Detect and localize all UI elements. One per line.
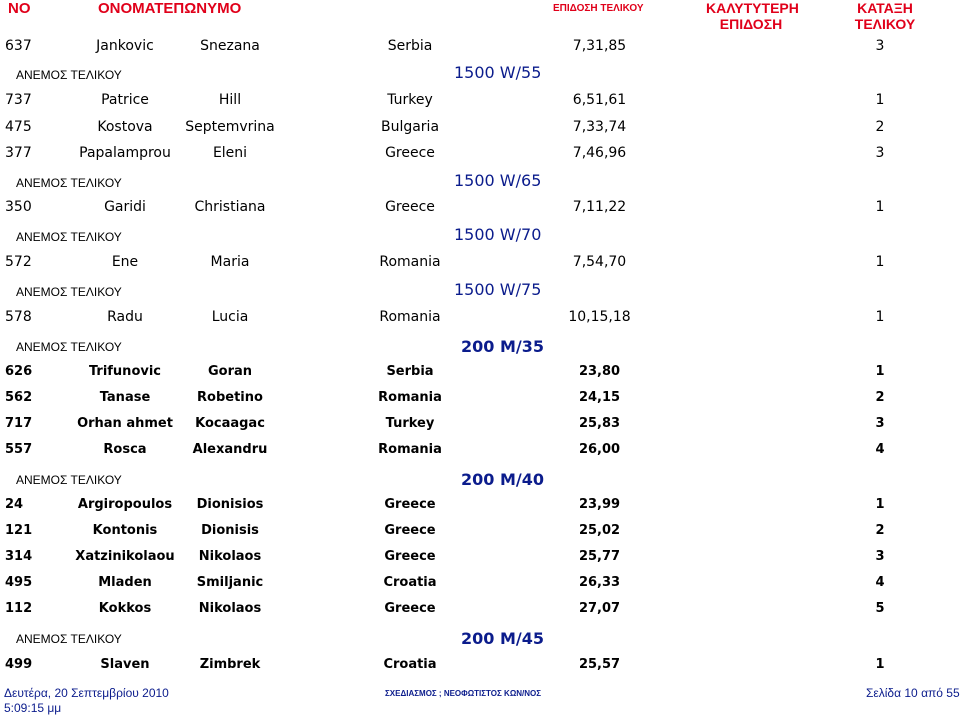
athlete-surname: Argiropoulos bbox=[77, 497, 173, 512]
athlete-surname: Garidi bbox=[104, 199, 146, 215]
wind-label: ΑΝΕΜΟΣ ΤΕΛΙΚΟΥ bbox=[16, 340, 122, 354]
athlete-number: 112 bbox=[5, 601, 33, 616]
athlete-performance: 25,57 bbox=[578, 657, 621, 672]
event-header bbox=[0, 170, 960, 194]
athlete-rank: 1 bbox=[875, 254, 885, 270]
header-best-performance bbox=[706, 0, 799, 32]
athlete-rank: 2 bbox=[875, 390, 885, 405]
athlete-first-name: Alexandru bbox=[192, 442, 268, 457]
athlete-performance: 25,83 bbox=[578, 416, 621, 431]
athlete-surname: Trifunovic bbox=[88, 364, 162, 379]
athlete-number: 717 bbox=[5, 416, 33, 431]
athlete-country: Greece bbox=[384, 549, 436, 564]
athlete-rank: 4 bbox=[875, 442, 885, 457]
athlete-country: Greece bbox=[385, 145, 435, 161]
result-row bbox=[0, 116, 960, 138]
athlete-surname: Papalamprou bbox=[79, 145, 171, 161]
athlete-performance: 27,07 bbox=[578, 601, 621, 616]
athlete-number: 377 bbox=[5, 145, 32, 161]
athlete-country: Turkey bbox=[385, 416, 435, 431]
athlete-country: Romania bbox=[379, 309, 441, 325]
athlete-number: 637 bbox=[5, 38, 32, 54]
result-row bbox=[0, 251, 960, 273]
athlete-first-name: Maria bbox=[210, 254, 250, 270]
header-best-line1: ΚΑΛΥΤΥΤΕΡΗ bbox=[706, 0, 799, 16]
athlete-performance: 23,80 bbox=[578, 364, 621, 379]
header-rank-line2: ΤΕΛΙΚΟΥ bbox=[854, 16, 916, 32]
athlete-first-name: Christiana bbox=[194, 199, 266, 215]
athlete-rank: 4 bbox=[875, 575, 885, 590]
athlete-rank: 3 bbox=[875, 416, 885, 431]
result-row bbox=[0, 439, 960, 461]
athlete-first-name: Eleni bbox=[212, 145, 248, 161]
event-header bbox=[0, 626, 960, 650]
athlete-rank: 5 bbox=[875, 601, 885, 616]
athlete-performance: 7,46,96 bbox=[572, 145, 627, 161]
athlete-first-name: Robetino bbox=[197, 390, 263, 405]
athlete-country: Bulgaria bbox=[380, 119, 440, 135]
athlete-number: 314 bbox=[5, 549, 33, 564]
athlete-rank: 2 bbox=[875, 119, 885, 135]
athlete-country: Romania bbox=[378, 390, 442, 405]
athlete-number: 495 bbox=[5, 575, 33, 590]
athlete-number: 562 bbox=[5, 390, 33, 405]
header-final-rank bbox=[853, 0, 917, 32]
event-title: 200 M/35 bbox=[461, 337, 544, 356]
athlete-first-name: Lucia bbox=[211, 309, 249, 325]
athlete-surname: Radu bbox=[107, 309, 143, 325]
athlete-performance: 26,00 bbox=[578, 442, 621, 457]
athlete-rank: 2 bbox=[875, 523, 885, 538]
athlete-performance: 7,33,74 bbox=[572, 119, 627, 135]
result-row bbox=[0, 572, 960, 594]
result-row bbox=[0, 413, 960, 435]
athlete-rank: 3 bbox=[875, 549, 885, 564]
athlete-number: 557 bbox=[5, 442, 33, 457]
wind-label: ΑΝΕΜΟΣ ΤΕΛΙΚΟΥ bbox=[16, 285, 122, 299]
athlete-first-name: Hill bbox=[218, 92, 242, 108]
footer-time: 5:09:15 μμ bbox=[4, 701, 62, 715]
result-row bbox=[0, 520, 960, 542]
athlete-surname: Slaven bbox=[100, 657, 150, 672]
event-header bbox=[0, 279, 960, 303]
athlete-rank: 1 bbox=[875, 199, 885, 215]
athlete-first-name: Goran bbox=[207, 364, 253, 379]
event-header bbox=[0, 62, 960, 86]
athlete-country: Romania bbox=[378, 442, 442, 457]
athlete-number: 578 bbox=[5, 309, 32, 325]
footer-design-credit: ΣΧΕΔΙΑΣΜΟΣ ; ΝΕΟΦΩΤΙΣΤΟΣ ΚΩΝ/ΝΟΣ bbox=[385, 689, 542, 698]
athlete-first-name: Septemvrina bbox=[185, 119, 275, 135]
athlete-first-name: Nikolaos bbox=[198, 549, 262, 564]
athlete-country: Romania bbox=[379, 254, 441, 270]
athlete-rank: 1 bbox=[875, 497, 885, 512]
wind-label: ΑΝΕΜΟΣ ΤΕΛΙΚΟΥ bbox=[16, 68, 122, 82]
result-row bbox=[0, 598, 960, 620]
athlete-performance: 24,15 bbox=[578, 390, 621, 405]
athlete-performance: 25,77 bbox=[578, 549, 621, 564]
athlete-country: Croatia bbox=[383, 575, 437, 590]
athlete-first-name: Nikolaos bbox=[198, 601, 262, 616]
athlete-rank: 1 bbox=[875, 657, 885, 672]
athlete-surname: Kontonis bbox=[92, 523, 158, 538]
athlete-country: Serbia bbox=[387, 38, 433, 54]
athlete-number: 24 bbox=[5, 497, 24, 512]
athlete-first-name: Snezana bbox=[200, 38, 260, 54]
wind-label: ΑΝΕΜΟΣ ΤΕΛΙΚΟΥ bbox=[16, 473, 122, 487]
athlete-rank: 1 bbox=[875, 364, 885, 379]
result-row bbox=[0, 494, 960, 516]
athlete-first-name: Zimbrek bbox=[199, 657, 261, 672]
athlete-surname: Ene bbox=[111, 254, 139, 270]
event-header bbox=[0, 334, 960, 358]
athlete-performance: 10,15,18 bbox=[568, 309, 631, 325]
event-title: 200 M/45 bbox=[461, 629, 544, 648]
athlete-number: 626 bbox=[5, 364, 33, 379]
athlete-country: Greece bbox=[385, 199, 435, 215]
athlete-performance: 25,02 bbox=[578, 523, 621, 538]
athlete-first-name: Dionisis bbox=[201, 523, 259, 538]
result-row bbox=[0, 546, 960, 568]
athlete-surname: Tanase bbox=[99, 390, 151, 405]
athlete-surname: Rosca bbox=[103, 442, 147, 457]
athlete-first-name: Kocaagac bbox=[195, 416, 265, 431]
athlete-first-name: Smiljanic bbox=[196, 575, 264, 590]
header-best-line2: ΕΠΙΔΟΣΗ bbox=[719, 16, 783, 32]
athlete-country: Serbia bbox=[386, 364, 434, 379]
header-rank-line1: ΚΑΤΑΞΗ bbox=[857, 0, 913, 16]
athlete-country: Greece bbox=[384, 601, 436, 616]
result-row bbox=[0, 89, 960, 111]
athlete-country: Greece bbox=[384, 523, 436, 538]
athlete-rank: 1 bbox=[875, 92, 885, 108]
athlete-number: 121 bbox=[5, 523, 33, 538]
header-no: NO bbox=[8, 0, 31, 17]
athlete-performance: 7,31,85 bbox=[572, 38, 627, 54]
athlete-number: 475 bbox=[5, 119, 32, 135]
event-title: 200 M/40 bbox=[461, 470, 544, 489]
athlete-number: 499 bbox=[5, 657, 33, 672]
event-title: 1500 W/55 bbox=[454, 63, 542, 82]
athlete-number: 737 bbox=[5, 92, 32, 108]
athlete-surname: Kostova bbox=[97, 119, 153, 135]
result-row bbox=[0, 35, 960, 57]
athlete-surname: Jankovic bbox=[96, 38, 154, 54]
event-title: 1500 W/75 bbox=[454, 280, 542, 299]
result-row bbox=[0, 387, 960, 409]
event-title: 1500 W/70 bbox=[454, 225, 542, 244]
header-final-performance: ΕΠΙΔΟΣΗ ΤΕΛΙΚΟΥ bbox=[553, 3, 644, 14]
athlete-country: Greece bbox=[384, 497, 436, 512]
event-header bbox=[0, 467, 960, 491]
athlete-performance: 6,51,61 bbox=[572, 92, 627, 108]
athlete-performance: 23,99 bbox=[578, 497, 621, 512]
athlete-country: Croatia bbox=[383, 657, 437, 672]
footer-page-number: Σελίδα 10 από 55 bbox=[866, 686, 960, 700]
athlete-first-name: Dionisios bbox=[196, 497, 264, 512]
athlete-country: Turkey bbox=[387, 92, 433, 108]
athlete-performance: 7,54,70 bbox=[572, 254, 627, 270]
header-name: ΟΝΟΜΑΤΕΠΩΝΥΜΟ bbox=[98, 0, 242, 17]
result-row bbox=[0, 142, 960, 164]
athlete-rank: 3 bbox=[875, 38, 885, 54]
athlete-surname: Orhan ahmet bbox=[77, 416, 173, 431]
wind-label: ΑΝΕΜΟΣ ΤΕΛΙΚΟΥ bbox=[16, 632, 122, 646]
event-title: 1500 W/65 bbox=[454, 171, 542, 190]
wind-label: ΑΝΕΜΟΣ ΤΕΛΙΚΟΥ bbox=[16, 176, 122, 190]
event-header bbox=[0, 224, 960, 248]
athlete-rank: 1 bbox=[875, 309, 885, 325]
result-row bbox=[0, 361, 960, 383]
result-row bbox=[0, 306, 960, 328]
athlete-number: 350 bbox=[5, 199, 32, 215]
athlete-surname: Mladen bbox=[98, 575, 152, 590]
athlete-surname: Xatzinikolaou bbox=[75, 549, 175, 564]
result-row bbox=[0, 196, 960, 218]
athlete-performance: 26,33 bbox=[578, 575, 621, 590]
athlete-number: 572 bbox=[5, 254, 32, 270]
athlete-surname: Patrice bbox=[101, 92, 149, 108]
athlete-rank: 3 bbox=[875, 145, 885, 161]
wind-label: ΑΝΕΜΟΣ ΤΕΛΙΚΟΥ bbox=[16, 230, 122, 244]
athlete-performance: 7,11,22 bbox=[572, 199, 627, 215]
athlete-surname: Kokkos bbox=[98, 601, 152, 616]
footer-date: Δευτέρα, 20 Σεπτεμβρίου 2010 bbox=[4, 686, 169, 700]
result-row bbox=[0, 654, 960, 676]
